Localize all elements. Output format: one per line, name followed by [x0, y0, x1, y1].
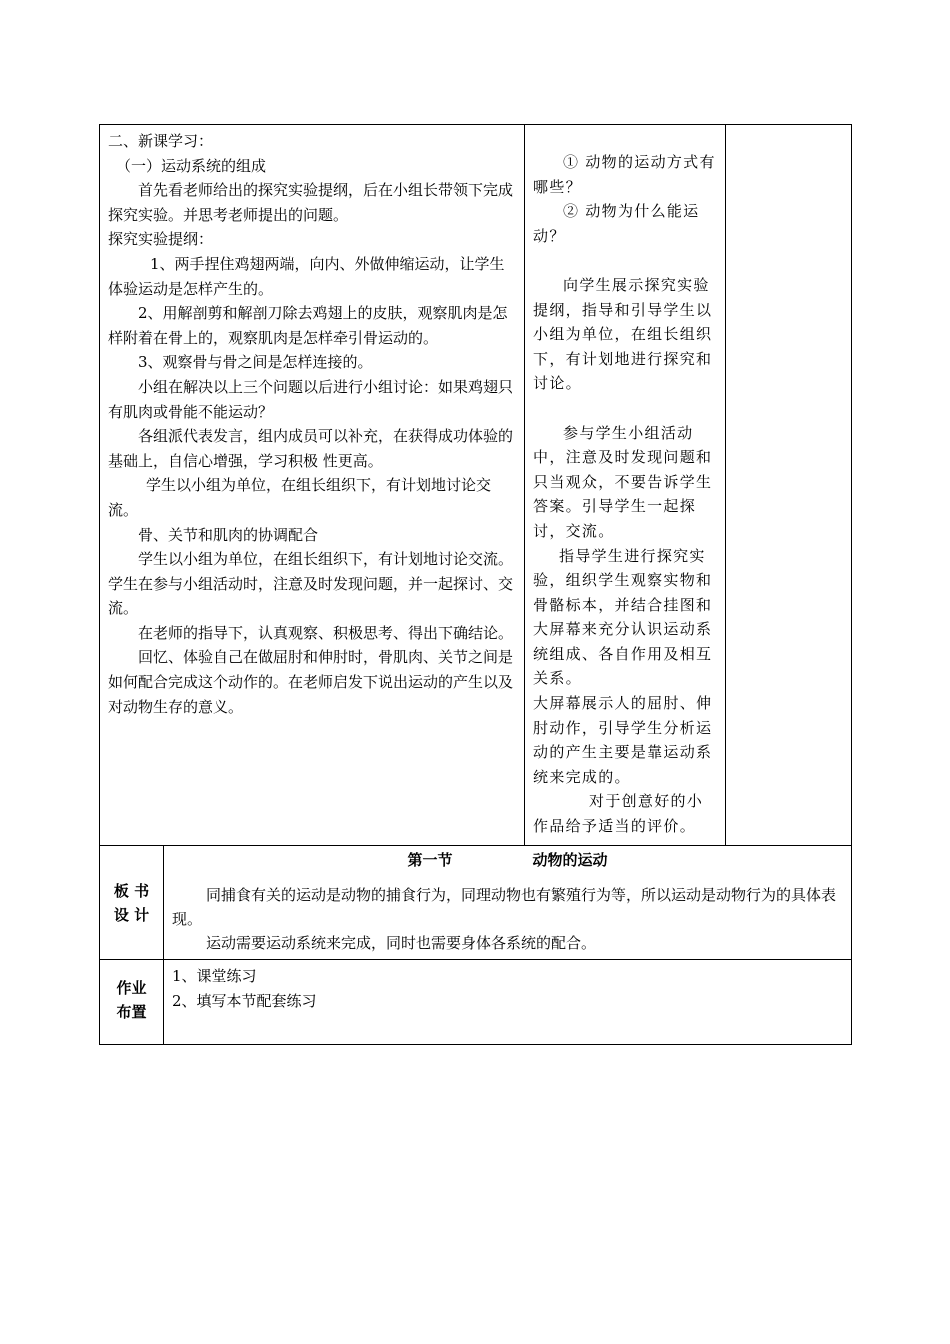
- lesson-paragraph: 首先看老师给出的探究实验提纲，后在小组长带领下完成探究实验。并思考老师提出的问题。: [108, 181, 514, 224]
- lesson-paragraph: （一）运动系统的组成: [116, 156, 267, 175]
- paragraph-spacer: [533, 248, 717, 273]
- learning-content-cell: [100, 125, 525, 846]
- lesson-paragraph: 小组在解决以上三个问题以后进行小组讨论：如果鸡翅只有肌肉或骨能不能运动？: [108, 377, 514, 421]
- homework-item: 1、课堂练习: [172, 967, 257, 985]
- homework-label: 作业 布置: [116, 979, 147, 1021]
- homework-row: [100, 960, 852, 1045]
- board-design-label-cell: [100, 846, 164, 960]
- paragraph-spacer: [533, 396, 717, 421]
- board-row: [100, 846, 852, 960]
- homework-item: 2、填写本节配套练习: [172, 992, 317, 1010]
- lesson-paragraph: 探究实验提纲：: [108, 230, 214, 249]
- board-line: 运动需要运动系统来完成，同时也需要身体各系统的配合。: [206, 934, 597, 952]
- board-topic: 动物的运动: [532, 851, 608, 869]
- lesson-paragraph: 骨、关节和肌肉的协调配合: [138, 525, 319, 544]
- teacher-activity: [533, 150, 717, 839]
- lesson-paragraph: 回忆、体验自己在做屈肘和伸肘时，骨肌肉、关节之间是如何配合完成这个动作的。在老师启发下说出运动的产生以及对动物生存的意义。: [108, 648, 514, 716]
- teacher-paragraph: ② 动物为什么能运动？: [533, 202, 700, 245]
- lesson-paragraph: 二、新课学习：: [108, 132, 214, 150]
- learning-content: [108, 129, 516, 719]
- board-title: [172, 849, 843, 871]
- board-line: 同捕食有关的运动是动物的捕食行为，同理动物也有繁殖行为等，所以运动是动物行为的具体表现。: [172, 886, 837, 928]
- lesson-row: [100, 125, 852, 846]
- lesson-plan-table: [99, 124, 852, 1045]
- lesson-paragraph: 1、两手捏住鸡翅两端，向内、外做伸缩运动，让学生体验运动是怎样产生的。: [108, 254, 505, 298]
- board-section: 第一节: [407, 851, 453, 869]
- homework-label-cell: [100, 960, 164, 1045]
- teacher-paragraph: 对于创意好的小作品给予适当的评价。: [533, 792, 704, 836]
- teacher-paragraph: 参与学生小组活动中，注意及时发现问题和只当观众，不要告诉学生答案。引导学生一起探讨，交流。: [533, 423, 713, 540]
- board-design-cell: [164, 846, 852, 960]
- lesson-paragraph: 2、用解剖剪和解剖刀除去鸡翅上的皮肤，观察肌肉是怎样附着在骨上的，观察肌肉是怎样牵引骨运动的。: [108, 304, 508, 347]
- teacher-paragraph: 大屏幕展示人的屈肘、伸肘动作，引导学生分析运动的产生主要是靠运动系统来完成的。: [533, 694, 713, 786]
- teacher-paragraph: 向学生展示探究实验提纲，指导和引导学生以小组为单位，在组长组织下，有计划地进行探究和讨论。: [533, 275, 713, 393]
- board-design-label: 板 书 设 计: [113, 881, 150, 924]
- teacher-paragraph: ① 动物的运动方式有哪些？: [533, 153, 716, 196]
- homework-cell: [164, 960, 852, 1045]
- lesson-paragraph: 学生以小组为单位，在组长组织下，有计划地讨论交流。: [108, 476, 492, 519]
- lesson-paragraph: 学生以小组为单位，在组长组织下，有计划地讨论交流。学生在参与小组活动时，注意及时发现问题，并一起探讨、交流。: [108, 550, 514, 618]
- lesson-paragraph: 各组派代表发言，组内成员可以补充，在获得成功体验的基础上，自信心增强，学习积极 性更高。: [108, 427, 514, 470]
- lesson-paragraph: 在老师的指导下，认真观察、积极思考、得出下确结论。: [138, 623, 514, 642]
- notes-cell: [726, 125, 852, 846]
- teacher-activity-cell: [525, 125, 726, 846]
- lesson-paragraph: 3、观察骨与骨之间是怎样连接的。: [138, 353, 373, 372]
- teacher-paragraph: 指导学生进行探究实验，组织学生观察实物和骨骼标本，并结合挂图和大屏幕来充分认识运动系统组成、各自作用及相互关系。: [533, 546, 713, 688]
